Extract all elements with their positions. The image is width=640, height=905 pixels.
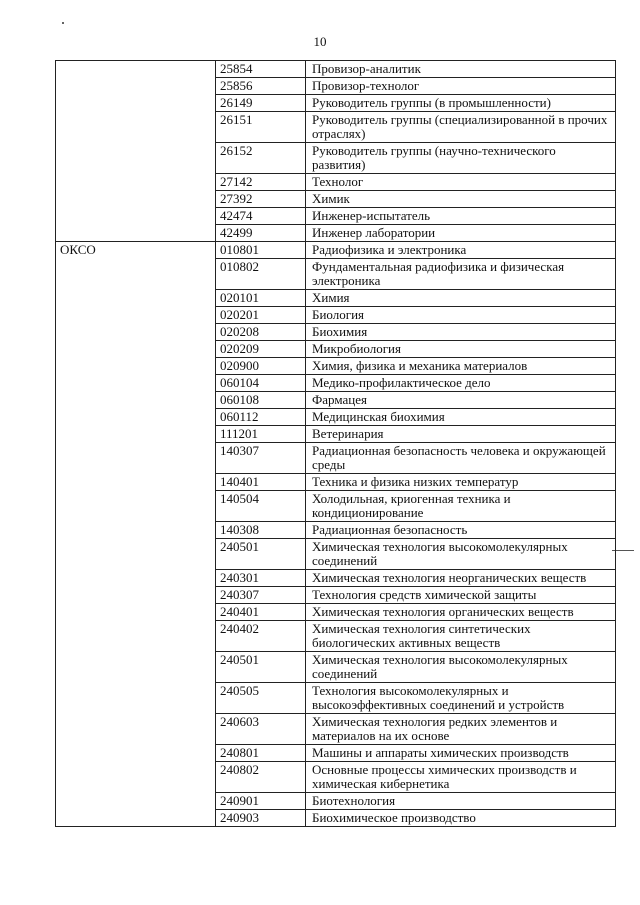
description-cell: Биология [306, 307, 616, 324]
code-cell: 27142 [216, 174, 306, 191]
code-cell: 240401 [216, 604, 306, 621]
description-cell: Радиофизика и электроника [306, 242, 616, 259]
code-cell: 240301 [216, 570, 306, 587]
description-cell: Химия, физика и механика материалов [306, 358, 616, 375]
description-cell: Биохимическое производство [306, 810, 616, 827]
description-cell: Радиационная безопасность человека и окружающей среды [306, 443, 616, 474]
description-cell: Химическая технология редких элементов и материалов на их основе [306, 714, 616, 745]
code-cell: 060112 [216, 409, 306, 426]
code-cell: 060104 [216, 375, 306, 392]
description-cell: Основные процессы химических производств и химическая кибернетика [306, 762, 616, 793]
group-cell: ОКСО [56, 242, 216, 827]
description-cell: Химическая технология неорганических веществ [306, 570, 616, 587]
description-cell: Биотехнология [306, 793, 616, 810]
code-cell: 140308 [216, 522, 306, 539]
table-row [56, 242, 616, 259]
code-cell: 240501 [216, 652, 306, 683]
description-cell: Фундаментальная радиофизика и физическая электроника [306, 259, 616, 290]
description-cell: Химия [306, 290, 616, 307]
description-cell: Технолог [306, 174, 616, 191]
code-cell: 26151 [216, 112, 306, 143]
code-cell: 240802 [216, 762, 306, 793]
description-cell: Техника и физика низких температур [306, 474, 616, 491]
code-cell: 020101 [216, 290, 306, 307]
code-cell: 020201 [216, 307, 306, 324]
code-cell: 111201 [216, 426, 306, 443]
code-cell: 240402 [216, 621, 306, 652]
page-number: 10 [313, 34, 327, 49]
code-cell: 240603 [216, 714, 306, 745]
code-cell: 010802 [216, 259, 306, 290]
code-cell: 020208 [216, 324, 306, 341]
code-cell: 140307 [216, 443, 306, 474]
description-cell: Медицинская биохимия [306, 409, 616, 426]
description-cell: Инженер-испытатель [306, 208, 616, 225]
description-cell: Химическая технология высокомолекулярных соединений [306, 652, 616, 683]
description-cell: Руководитель группы (специализированной в прочих отраслях) [306, 112, 616, 143]
description-cell: Микробиология [306, 341, 616, 358]
code-cell: 240901 [216, 793, 306, 810]
code-cell: 010801 [216, 242, 306, 259]
code-cell: 42499 [216, 225, 306, 242]
description-cell: Руководитель группы (в промышленности) [306, 95, 616, 112]
code-cell: 240505 [216, 683, 306, 714]
code-cell: 27392 [216, 191, 306, 208]
group-cell [56, 61, 216, 242]
description-cell: Машины и аппараты химических производств [306, 745, 616, 762]
description-cell: Инженер лаборатории [306, 225, 616, 242]
code-cell: 140401 [216, 474, 306, 491]
code-cell: 42474 [216, 208, 306, 225]
code-cell: 240801 [216, 745, 306, 762]
code-cell: 26152 [216, 143, 306, 174]
description-cell: Химическая технология органических веществ [306, 604, 616, 621]
description-cell: Химическая технология высокомолекулярных соединений [306, 539, 616, 570]
description-cell: Фармацея [306, 392, 616, 409]
scan-speck [62, 22, 64, 24]
description-cell: Технология средств химической защиты [306, 587, 616, 604]
code-cell: 240501 [216, 539, 306, 570]
description-cell: Технология высокомолекулярных и высокоэффективных соединений и устройств [306, 683, 616, 714]
code-cell: 020209 [216, 341, 306, 358]
table-row [56, 61, 616, 78]
classification-table [55, 60, 616, 827]
description-cell: Провизор-технолог [306, 78, 616, 95]
description-cell: Руководитель группы (научно-технического развития) [306, 143, 616, 174]
description-cell: Холодильная, криогенная техника и кондиционирование [306, 491, 616, 522]
description-cell: Химическая технология синтетических биологических активных веществ [306, 621, 616, 652]
description-cell: Провизор-аналитик [306, 61, 616, 78]
description-cell: Ветеринария [306, 426, 616, 443]
code-cell: 25854 [216, 61, 306, 78]
description-cell: Химик [306, 191, 616, 208]
code-cell: 26149 [216, 95, 306, 112]
code-cell: 240903 [216, 810, 306, 827]
code-cell: 060108 [216, 392, 306, 409]
description-cell: Биохимия [306, 324, 616, 341]
code-cell: 020900 [216, 358, 306, 375]
code-cell: 240307 [216, 587, 306, 604]
description-cell: Радиационная безопасность [306, 522, 616, 539]
description-cell: Медико-профилактическое дело [306, 375, 616, 392]
code-cell: 140504 [216, 491, 306, 522]
table-body [56, 61, 616, 827]
code-cell: 25856 [216, 78, 306, 95]
